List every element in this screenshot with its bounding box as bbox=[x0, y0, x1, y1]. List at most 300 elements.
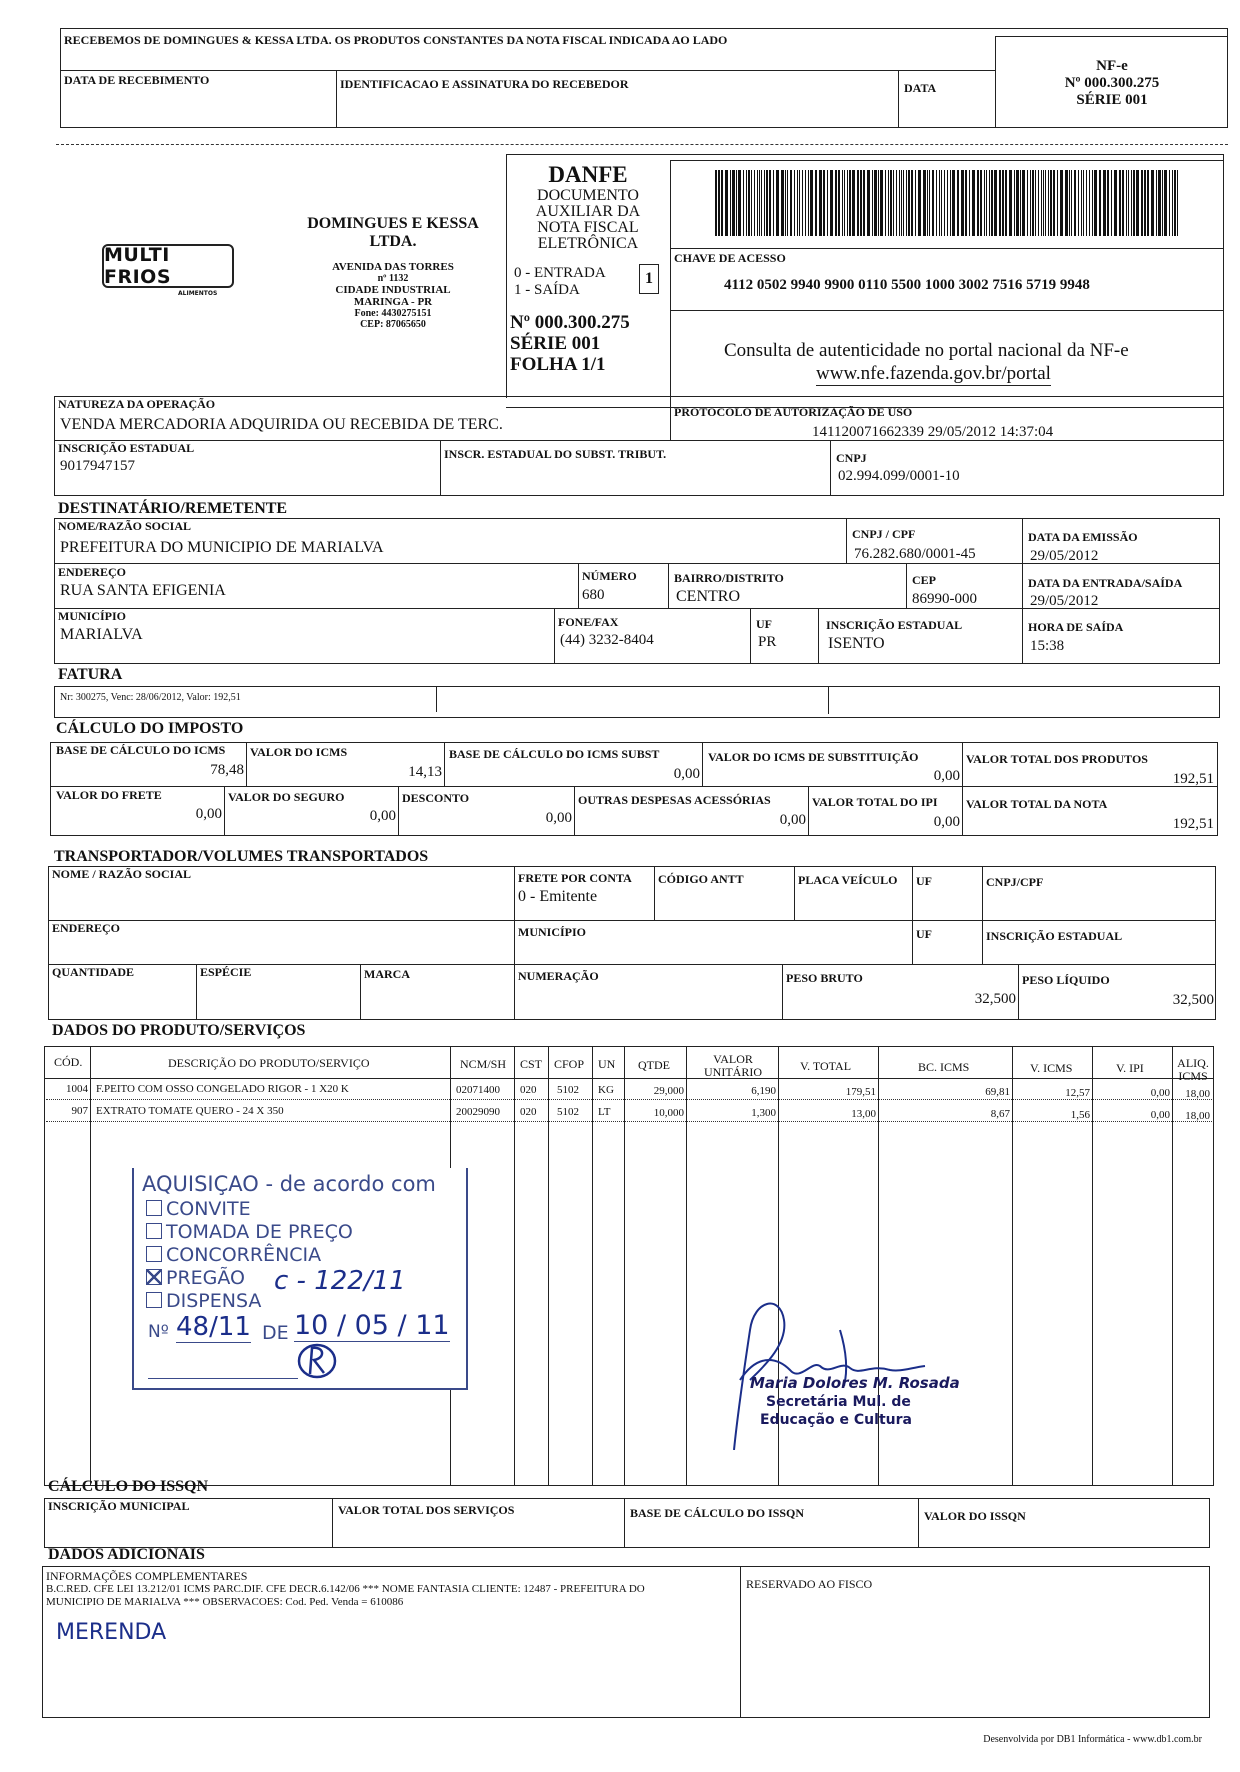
barcode-bar bbox=[965, 170, 967, 236]
signatory-role-1: Secretária Mul. de bbox=[766, 1394, 911, 1410]
barcode-bar bbox=[1169, 170, 1170, 236]
operation-frame bbox=[54, 396, 1224, 496]
barcode-bar bbox=[863, 170, 865, 236]
barcode-bar bbox=[927, 170, 928, 236]
col-cfop: CFOP bbox=[554, 1057, 585, 1071]
barcode-bar bbox=[1164, 170, 1167, 236]
barcode-bar bbox=[823, 170, 825, 236]
recipient-cnpj: 76.282.680/0001-45 bbox=[854, 546, 976, 562]
barcode-bar bbox=[721, 170, 723, 236]
transport-title: TRANSPORTADOR/VOLUMES TRANSPORTADOS bbox=[54, 848, 429, 865]
barcode-bar bbox=[1074, 170, 1076, 236]
barcode bbox=[715, 170, 1181, 236]
additional-title: DADOS ADICIONAIS bbox=[48, 1546, 205, 1563]
brand-label: MARCA bbox=[364, 967, 410, 981]
barcode-bar bbox=[908, 170, 910, 236]
barcode-bar bbox=[986, 170, 987, 236]
danfe-entrada: 0 - ENTRADA bbox=[514, 265, 606, 281]
danfe-title: DANFE bbox=[548, 162, 628, 187]
stamp-convite bbox=[146, 1198, 251, 1220]
insurance-label: VALOR DO SEGURO bbox=[228, 790, 345, 804]
table-row-1-vtotal: 179,51 bbox=[845, 1086, 876, 1098]
barcode-bar bbox=[944, 170, 945, 236]
danfe-series: SÉRIE 001 bbox=[510, 333, 601, 354]
barcode-bar bbox=[751, 170, 752, 236]
barcode-bar bbox=[827, 170, 828, 236]
barcode-bar bbox=[1069, 170, 1070, 236]
barcode-bar bbox=[1022, 170, 1025, 236]
barcode-bar bbox=[893, 170, 894, 236]
barcode-bar bbox=[1144, 170, 1146, 236]
barcode-bar bbox=[1099, 170, 1101, 236]
cep-label: CEP bbox=[912, 573, 936, 587]
ipi-total-label: VALOR TOTAL DO IPI bbox=[812, 795, 938, 809]
barcode-bar bbox=[1032, 170, 1034, 236]
checkbox-pregao-checked-icon bbox=[146, 1269, 162, 1285]
state-reg-label: INSCRIÇÃO ESTADUAL bbox=[58, 441, 195, 455]
st-base-label: BASE DE CÁLCULO DO ICMS SUBST bbox=[449, 747, 660, 761]
barcode-bar bbox=[878, 170, 879, 236]
stamp-initials-icon bbox=[290, 1340, 344, 1382]
barcode-bar bbox=[939, 170, 940, 236]
barcode-bar bbox=[1136, 170, 1139, 236]
barcode-bar bbox=[1172, 170, 1173, 236]
col-aliq bbox=[1174, 1057, 1212, 1082]
table-row-1-desc: F.PEITO COM OSSO CONGELADO RIGOR - 1 X20 K bbox=[96, 1083, 349, 1095]
barcode-bar bbox=[835, 170, 837, 236]
receipt-statement: RECEBEMOS DE DOMINGUES & KESSA LTDA. OS PRODUTOS CONSTANTES DA NOTA FISCAL INDICADA AO LADO bbox=[64, 33, 728, 47]
barcode-bar bbox=[1030, 170, 1031, 236]
stamp-title: AQUISIÇAO - de acordo com bbox=[142, 1172, 436, 1196]
protocol-label: PROTOCOLO DE AUTORIZAÇÃO DE USO bbox=[674, 405, 913, 419]
number-label: NÚMERO bbox=[582, 569, 637, 583]
barcode-bar bbox=[715, 170, 717, 236]
barcode-bar bbox=[766, 170, 768, 236]
barcode-bar bbox=[1071, 170, 1072, 236]
stamp-tomada bbox=[146, 1221, 353, 1243]
barcode-bar bbox=[1005, 170, 1007, 236]
checkbox-concorrencia-icon bbox=[146, 1246, 162, 1262]
table-row-2-vtotal: 13,00 bbox=[851, 1108, 876, 1120]
icms-value-label: VALOR DO ICMS bbox=[250, 745, 348, 759]
table-row-1-qtde: 29,000 bbox=[653, 1085, 684, 1097]
products-total: 192,51 bbox=[1172, 771, 1214, 787]
st-value-label: VALOR DO ICMS DE SUBSTITUIÇÃO bbox=[708, 750, 919, 764]
barcode-bar bbox=[980, 170, 982, 236]
barcode-bar bbox=[1107, 170, 1109, 236]
table-row-2-cfop: 5102 bbox=[557, 1106, 579, 1118]
recipient-name-label: NOME/RAZÃO SOCIAL bbox=[58, 519, 192, 533]
state-reg-value: 9017947157 bbox=[60, 458, 135, 474]
cnpj-value: 02.994.099/0001-10 bbox=[838, 468, 960, 484]
address-label: ENDEREÇO bbox=[58, 565, 127, 579]
barcode-bar bbox=[1128, 170, 1129, 236]
barcode-bar bbox=[1119, 170, 1121, 236]
invoice-title: FATURA bbox=[58, 666, 123, 683]
barcode-bar bbox=[880, 170, 883, 236]
stamp-tomada-label: TOMADA DE PREÇO bbox=[166, 1221, 353, 1243]
barcode-bar bbox=[936, 170, 937, 236]
table-row-2-vipi: 0,00 bbox=[1150, 1109, 1170, 1121]
complementary-info-1: B.C.RED. CFE LEI 13.212/01 ICMS PARC.DIF. CFE DECR.6.142/06 *** NOME FANTASIA CLIENTE: 12487 - PREFEITURA DO bbox=[46, 1583, 645, 1595]
barcode-bar bbox=[769, 170, 771, 236]
note-total: 192,51 bbox=[1172, 816, 1214, 832]
address: RUA SANTA EFIGENIA bbox=[60, 582, 226, 599]
cep: 86990-000 bbox=[912, 591, 977, 607]
issuer-name-1: DOMINGUES E KESSA bbox=[307, 215, 479, 232]
st-reg-label: INSCR. ESTADUAL DO SUBST. TRIBUT. bbox=[444, 447, 667, 461]
stub-nfe-block bbox=[1000, 58, 1224, 109]
stamp-concorrencia bbox=[146, 1244, 321, 1266]
table-row-1-vipi: 0,00 bbox=[1150, 1087, 1170, 1099]
consult-text: Consulta de autenticidade no portal nacional da NF-e bbox=[724, 340, 1129, 361]
barcode-bar bbox=[941, 170, 942, 236]
freight-mode-label: FRETE POR CONTA bbox=[518, 871, 632, 885]
barcode-bar bbox=[773, 170, 774, 236]
col-vunit-2: UNITÁRIO bbox=[704, 1064, 762, 1079]
danfe-line-4: ELETRÔNICA bbox=[537, 235, 639, 252]
barcode-bar bbox=[799, 170, 800, 236]
species-label: ESPÉCIE bbox=[200, 965, 252, 979]
barcode-bar bbox=[906, 170, 907, 236]
barcode-bar bbox=[790, 170, 792, 236]
col-aliq-2: ICMS bbox=[1178, 1068, 1208, 1083]
checkbox-tomada-icon bbox=[146, 1223, 162, 1239]
barcode-bar bbox=[899, 170, 900, 236]
barcode-bar bbox=[1035, 170, 1036, 236]
barcode-bar bbox=[901, 170, 902, 236]
danfe-line-1: DOCUMENTO bbox=[537, 187, 639, 204]
net-weight: 32,500 bbox=[1172, 992, 1214, 1008]
icms-base: 78,48 bbox=[210, 762, 244, 778]
barcode-bar bbox=[888, 170, 889, 236]
products-total-label: VALOR TOTAL DOS PRODUTOS bbox=[966, 752, 1148, 766]
barcode-bar bbox=[736, 170, 737, 236]
table-row-2-vicms: 1,56 bbox=[1070, 1109, 1090, 1121]
col-vipi: V. IPI bbox=[1116, 1061, 1144, 1075]
carrier-name-label: NOME / RAZÃO SOCIAL bbox=[52, 867, 192, 881]
barcode-bar bbox=[999, 170, 1001, 236]
barcode-bar bbox=[860, 170, 862, 236]
table-row-2-cst: 020 bbox=[520, 1106, 537, 1118]
protocol-value: 141120071662339 29/05/2012 14:37:04 bbox=[812, 424, 1054, 440]
departure-time: 15:38 bbox=[1030, 638, 1065, 654]
barcode-bar bbox=[1081, 170, 1082, 236]
col-bc: BC. ICMS bbox=[918, 1060, 970, 1074]
stamp-dispensa bbox=[146, 1290, 261, 1312]
barcode-bar bbox=[808, 170, 809, 236]
antt-label: CÓDIGO ANTT bbox=[658, 872, 744, 886]
issuer-addr-1: AVENIDA DAS TORRES bbox=[332, 261, 454, 273]
carrier-ie-label: INSCRIÇÃO ESTADUAL bbox=[986, 929, 1123, 943]
issue-date: 29/05/2012 bbox=[1030, 548, 1099, 564]
barcode-bar bbox=[1053, 170, 1055, 236]
table-row-1-vicms: 12,57 bbox=[1065, 1087, 1090, 1099]
table-row-2-bc: 8,67 bbox=[990, 1108, 1010, 1120]
table-row-1-vunit: 6,190 bbox=[751, 1085, 776, 1097]
freight-label: VALOR DO FRETE bbox=[56, 788, 162, 802]
barcode-bar bbox=[918, 170, 921, 236]
danfe-line-2: AUXILIAR DA bbox=[535, 203, 641, 220]
phone: (44) 3232-8404 bbox=[560, 632, 654, 648]
barcode-bar bbox=[1086, 170, 1087, 236]
recipient-cnpj-label: CNPJ / CPF bbox=[852, 527, 916, 541]
barcode-bar bbox=[1158, 170, 1161, 236]
col-vunit bbox=[696, 1053, 770, 1078]
note-total-label: VALOR TOTAL DA NOTA bbox=[966, 797, 1108, 811]
issuer-addr-2: nº 1132 bbox=[377, 273, 409, 284]
entry-date: 29/05/2012 bbox=[1030, 593, 1099, 609]
table-row-2-qtde: 10,000 bbox=[653, 1107, 684, 1119]
district-label: BAIRRO/DISTRITO bbox=[674, 571, 784, 585]
operation-label: NATUREZA DA OPERAÇÃO bbox=[58, 397, 216, 411]
barcode-bar bbox=[852, 170, 855, 236]
barcode-bar bbox=[838, 170, 840, 236]
insurance: 0,00 bbox=[369, 808, 396, 824]
barcode-bar bbox=[1141, 170, 1143, 236]
cnpj-label: CNPJ bbox=[836, 451, 867, 465]
barcode-bar bbox=[810, 170, 813, 236]
barcode-bar bbox=[857, 170, 859, 236]
table-row-1-aliq: 18,00 bbox=[1185, 1088, 1210, 1100]
barcode-bar bbox=[1177, 170, 1178, 236]
barcode-bar bbox=[1002, 170, 1004, 236]
barcode-bar bbox=[915, 170, 916, 236]
danfe-number-block bbox=[510, 312, 630, 375]
col-aliq-1: ALIQ. bbox=[1177, 1056, 1209, 1070]
danfe-line-3: NOTA FISCAL bbox=[537, 219, 639, 236]
barcode-bar bbox=[1050, 170, 1052, 236]
barcode-bar bbox=[1057, 170, 1058, 236]
barcode-bar bbox=[776, 170, 779, 236]
gross-weight: 32,500 bbox=[974, 991, 1016, 1007]
recipient-ie: ISENTO bbox=[828, 635, 885, 652]
issuer-name-2: LTDA. bbox=[369, 233, 417, 250]
icms-value: 14,13 bbox=[408, 764, 442, 780]
icms-base-label: BASE DE CÁLCULO DO ICMS bbox=[56, 743, 226, 757]
col-vunit-1: VALOR bbox=[713, 1052, 753, 1066]
barcode-bar bbox=[1131, 170, 1132, 236]
col-ncm: NCM/SH bbox=[460, 1057, 507, 1071]
issuer-addr-4: MARINGA - PR bbox=[353, 296, 433, 308]
barcode-bar bbox=[842, 170, 843, 236]
barcode-bar bbox=[1162, 170, 1163, 236]
stamp-number-prefix: Nº bbox=[148, 1322, 169, 1342]
departure-time-label: HORA DE SAÍDA bbox=[1028, 620, 1124, 634]
barcode-bar bbox=[844, 170, 845, 236]
stub-series: SÉRIE 001 bbox=[1076, 92, 1148, 108]
barcode-bar bbox=[815, 170, 817, 236]
carrier-uf2-label: UF bbox=[916, 927, 932, 941]
quantity-label: QUANTIDADE bbox=[52, 965, 135, 979]
issue-date-label: DATA DA EMISSÃO bbox=[1028, 530, 1138, 544]
district: CENTRO bbox=[676, 588, 740, 605]
barcode-bar bbox=[1126, 170, 1127, 236]
discount-label: DESCONTO bbox=[402, 791, 470, 805]
barcode-bar bbox=[787, 170, 788, 236]
table-row-1-un: KG bbox=[598, 1084, 614, 1096]
barcode-bar bbox=[1078, 170, 1079, 236]
barcode-bar bbox=[923, 170, 926, 236]
barcode-bar bbox=[746, 170, 747, 236]
barcode-bar bbox=[1133, 170, 1135, 236]
barcode-bar bbox=[718, 170, 720, 236]
barcode-bar bbox=[994, 170, 997, 236]
barcode-bar bbox=[785, 170, 786, 236]
issqn-frame bbox=[44, 1498, 1210, 1548]
barcode-bar bbox=[984, 170, 985, 236]
checkbox-dispensa-icon bbox=[146, 1292, 162, 1308]
other-expenses-label: OUTRAS DESPESAS ACESSÓRIAS bbox=[578, 793, 771, 807]
barcode-bar bbox=[896, 170, 897, 236]
barcode-bar bbox=[794, 170, 795, 236]
table-row-2-vunit: 1,300 bbox=[751, 1107, 776, 1119]
barcode-bar bbox=[1094, 170, 1097, 236]
table-row-2-cod: 907 bbox=[71, 1105, 88, 1117]
issqn-base-label: BASE DE CÁLCULO DO ISSQN bbox=[630, 1506, 805, 1520]
numbering-label: NUMERAÇÃO bbox=[518, 969, 599, 983]
barcode-bar bbox=[1014, 170, 1015, 236]
barcode-bar bbox=[1048, 170, 1049, 236]
cut-line bbox=[56, 144, 1228, 145]
barcode-bar bbox=[1151, 170, 1154, 236]
barcode-bar bbox=[1103, 170, 1106, 236]
recipient-name: PREFEITURA DO MUNICIPIO DE MARIALVA bbox=[60, 539, 384, 556]
danfe-block bbox=[510, 162, 666, 252]
stamp-de: DE bbox=[262, 1322, 289, 1344]
barcode-bar bbox=[1156, 170, 1157, 236]
complementary-info-2: MUNICIPIO DE MARIALVA *** OBSERVACOES: Cod. Ped. Venda = 610086 bbox=[46, 1596, 404, 1608]
invoice-text: Nr: 300275, Venc: 28/06/2012, Valor: 192,51 bbox=[60, 692, 241, 703]
barcode-bar bbox=[872, 170, 873, 236]
barcode-bar bbox=[802, 170, 803, 236]
tax-title: CÁLCULO DO IMPOSTO bbox=[56, 720, 244, 737]
issuer-block bbox=[290, 215, 496, 330]
col-un: UN bbox=[598, 1057, 616, 1071]
table-row-2-un: LT bbox=[598, 1106, 611, 1118]
barcode-bar bbox=[1016, 170, 1019, 236]
barcode-bar bbox=[911, 170, 913, 236]
freight-mode: 0 - Emitente bbox=[518, 888, 598, 905]
gross-weight-label: PESO BRUTO bbox=[786, 971, 863, 985]
footer-credit: Desenvolvida por DB1 Informática - www.db1.com.br bbox=[983, 1734, 1202, 1745]
company-logo bbox=[102, 244, 234, 288]
barcode-bar bbox=[830, 170, 833, 236]
municipal-reg-label: INSCRIÇÃO MUNICIPAL bbox=[48, 1499, 190, 1513]
st-base: 0,00 bbox=[673, 766, 700, 782]
stamp-dispensa-label: DISPENSA bbox=[166, 1290, 262, 1312]
recipient-title: DESTINATÁRIO/REMETENTE bbox=[58, 500, 288, 517]
access-key-label: CHAVE DE ACESSO bbox=[674, 251, 786, 265]
number: 680 bbox=[582, 587, 605, 603]
issuer-cep: CEP: 87065650 bbox=[360, 319, 426, 330]
carrier-uf-label: UF bbox=[916, 874, 932, 888]
table-row-2-ncm: 20029090 bbox=[456, 1106, 500, 1118]
barcode-bar bbox=[849, 170, 851, 236]
barcode-bar bbox=[759, 170, 760, 236]
danfe-saida: 1 - SAÍDA bbox=[514, 282, 580, 298]
barcode-bar bbox=[757, 170, 758, 236]
barcode-bar bbox=[1147, 170, 1149, 236]
services-total-label: VALOR TOTAL DOS SERVIÇOS bbox=[338, 1503, 515, 1517]
barcode-bar bbox=[847, 170, 848, 236]
table-row-1-bc: 69,81 bbox=[985, 1086, 1010, 1098]
barcode-bar bbox=[874, 170, 877, 236]
signatory-name: Maria Dolores M. Rosada bbox=[750, 1374, 960, 1392]
checkbox-convite-icon bbox=[146, 1200, 162, 1216]
barcode-bar bbox=[977, 170, 979, 236]
other-expenses: 0,00 bbox=[779, 812, 806, 828]
barcode-bar bbox=[1089, 170, 1090, 236]
recipient-ie-label: INSCRIÇÃO ESTADUAL bbox=[826, 618, 963, 632]
city-label: MUNICÍPIO bbox=[58, 609, 126, 623]
products-title: DADOS DO PRODUTO/SERVIÇOS bbox=[52, 1022, 306, 1039]
receipt-date-label: DATA DE RECEBIMENTO bbox=[64, 73, 210, 87]
city: MARIALVA bbox=[60, 626, 143, 643]
barcode-bar bbox=[1111, 170, 1112, 236]
barcode-bar bbox=[867, 170, 870, 236]
barcode-bar bbox=[1020, 170, 1021, 236]
barcode-bar bbox=[797, 170, 798, 236]
barcode-bar bbox=[730, 170, 731, 236]
fisco-reserved-label: RESERVADO AO FISCO bbox=[746, 1577, 873, 1591]
signatory-role-2: Educação e Cultura bbox=[760, 1412, 912, 1428]
discount: 0,00 bbox=[545, 810, 572, 826]
col-vicms: V. ICMS bbox=[1030, 1061, 1073, 1075]
logo-text: MULTI FRIOS bbox=[104, 244, 172, 288]
stamp-number-handwritten: 48/11 bbox=[176, 1312, 251, 1342]
stamp-pregao bbox=[146, 1267, 245, 1289]
freight: 0,00 bbox=[195, 806, 222, 822]
barcode-bar bbox=[1045, 170, 1046, 236]
barcode-bar bbox=[1065, 170, 1068, 236]
plate-label: PLACA VEÍCULO bbox=[798, 873, 898, 887]
entry-date-label: DATA DA ENTRADA/SAÍDA bbox=[1028, 576, 1183, 590]
barcode-bar bbox=[805, 170, 806, 236]
barcode-bar bbox=[743, 170, 744, 236]
barcode-bar bbox=[989, 170, 990, 236]
barcode-bar bbox=[932, 170, 934, 236]
danfe-number: Nº 000.300.275 bbox=[510, 312, 630, 333]
operation-value: VENDA MERCADORIA ADQUIRIDA OU RECEBIDA DE TERC. bbox=[60, 416, 503, 433]
stamp-base-line bbox=[148, 1378, 298, 1379]
barcode-bar bbox=[957, 170, 959, 236]
issqn-title: CÁLCULO DO ISSQN bbox=[48, 1478, 209, 1495]
barcode-bar bbox=[1122, 170, 1124, 236]
barcode-bar bbox=[991, 170, 993, 236]
col-cst: CST bbox=[520, 1057, 543, 1071]
table-row-1-cst: 020 bbox=[520, 1084, 537, 1096]
stamp-pregao-label: PREGÃO bbox=[166, 1267, 246, 1289]
danfe-page: FOLHA 1/1 bbox=[510, 354, 606, 375]
uf: PR bbox=[758, 634, 777, 650]
receipt-date-label-2: DATA bbox=[904, 81, 937, 95]
table-row-2-aliq: 18,00 bbox=[1185, 1110, 1210, 1122]
barcode-bar bbox=[903, 170, 904, 236]
barcode-bar bbox=[1114, 170, 1117, 236]
barcode-bar bbox=[1083, 170, 1084, 236]
barcode-bar bbox=[1043, 170, 1044, 236]
stamp-date-handwritten: 10 / 05 / 11 bbox=[294, 1310, 450, 1341]
barcode-bar bbox=[1060, 170, 1063, 236]
danfe-type-box: 1 bbox=[639, 264, 659, 294]
barcode-bar bbox=[972, 170, 975, 236]
issuer-phone: Fone: 4430275151 bbox=[354, 308, 432, 319]
carrier-address-label: ENDEREÇO bbox=[52, 921, 121, 935]
barcode-bar bbox=[1038, 170, 1039, 236]
receiver-id-label: IDENTIFICACAO E ASSINATURA DO RECEBEDOR bbox=[340, 77, 629, 91]
carrier-cnpj-label: CNPJ/CPF bbox=[986, 875, 1044, 889]
